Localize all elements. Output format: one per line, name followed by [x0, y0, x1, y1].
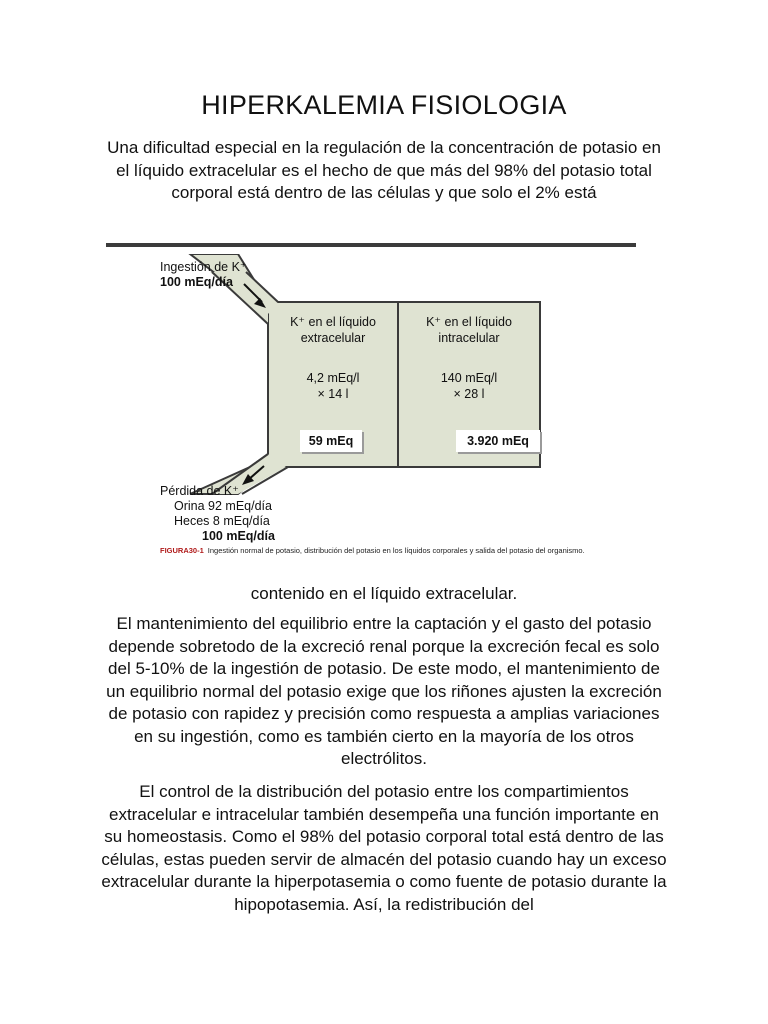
- paragraph-balance: El mantenimiento del equilibrio entre la captación y el gasto del potasio depende sobretodo de la excreció renal porque la excreción fecal es solo del 5-10% de la ingestión de potasio. De este modo, el mantenimiento de un equilibrio normal del potasio exige que los riñones ajusten la excreción de potasio con rapidez y precisión como respuesta a amplias variaciones en su ingestión, como es también cierto en la mayoría de los otros electrólitos.: [106, 614, 662, 768]
- extracellular-label: K⁺ en el líquido extracelular: [290, 315, 376, 345]
- divider: [106, 243, 636, 247]
- potassium-figure: [150, 254, 620, 574]
- page-title: HIPERKALEMIA FISIOLOGIA: [201, 90, 567, 120]
- intracellular-label: K⁺ en el líquido intracelular: [426, 315, 512, 345]
- paragraph-intro: Una dificultad especial en la regulación de la concentración de potasio en el líquido extracelular es el hecho de que más del 98% del potasio total corporal está dentro de las células y que solo el 2% está: [107, 138, 661, 202]
- paragraph-continuation: contenido en el líquido extracelular.: [250, 584, 518, 603]
- figure-caption: [160, 546, 610, 556]
- loss-urine: Orina 92 mEq/día: [174, 499, 272, 513]
- intracellular-total: 3.920 mEq: [456, 430, 540, 452]
- loss-label: Pérdida de K⁺: [160, 484, 239, 498]
- paragraph-distribution: El control de la distribución del potasio entre los compartimientos extracelular e intracelular también desempeña una función importante en su homeostasis. Como el 98% del potasio corporal total está dentro de las células, estas pueden servir de almacén del potasio cuando hay un exceso extracelular durante la hiperpotasemia o como fuente de potasio durante la hipopotasemia. Así, la redistribución del: [101, 782, 667, 914]
- intake-value: 100 mEq/día: [160, 275, 233, 289]
- loss-feces: Heces 8 mEq/día: [174, 514, 270, 528]
- intracellular-concentration: 140 mEq/l × 28 l: [440, 371, 498, 401]
- caption-text: Ingestión normal de potasio, distribución del potasio en los líquidos corporales y salida del potasio del organismo.: [207, 546, 585, 555]
- loss-total: 100 mEq/día: [202, 529, 275, 543]
- caption-label: FIGURA30-1: [160, 546, 204, 555]
- extracellular-total: 59 mEq: [300, 430, 362, 452]
- intake-label: Ingestión de K⁺: [160, 260, 247, 274]
- extracellular-concentration: 4,2 mEq/l × 14 l: [306, 371, 360, 401]
